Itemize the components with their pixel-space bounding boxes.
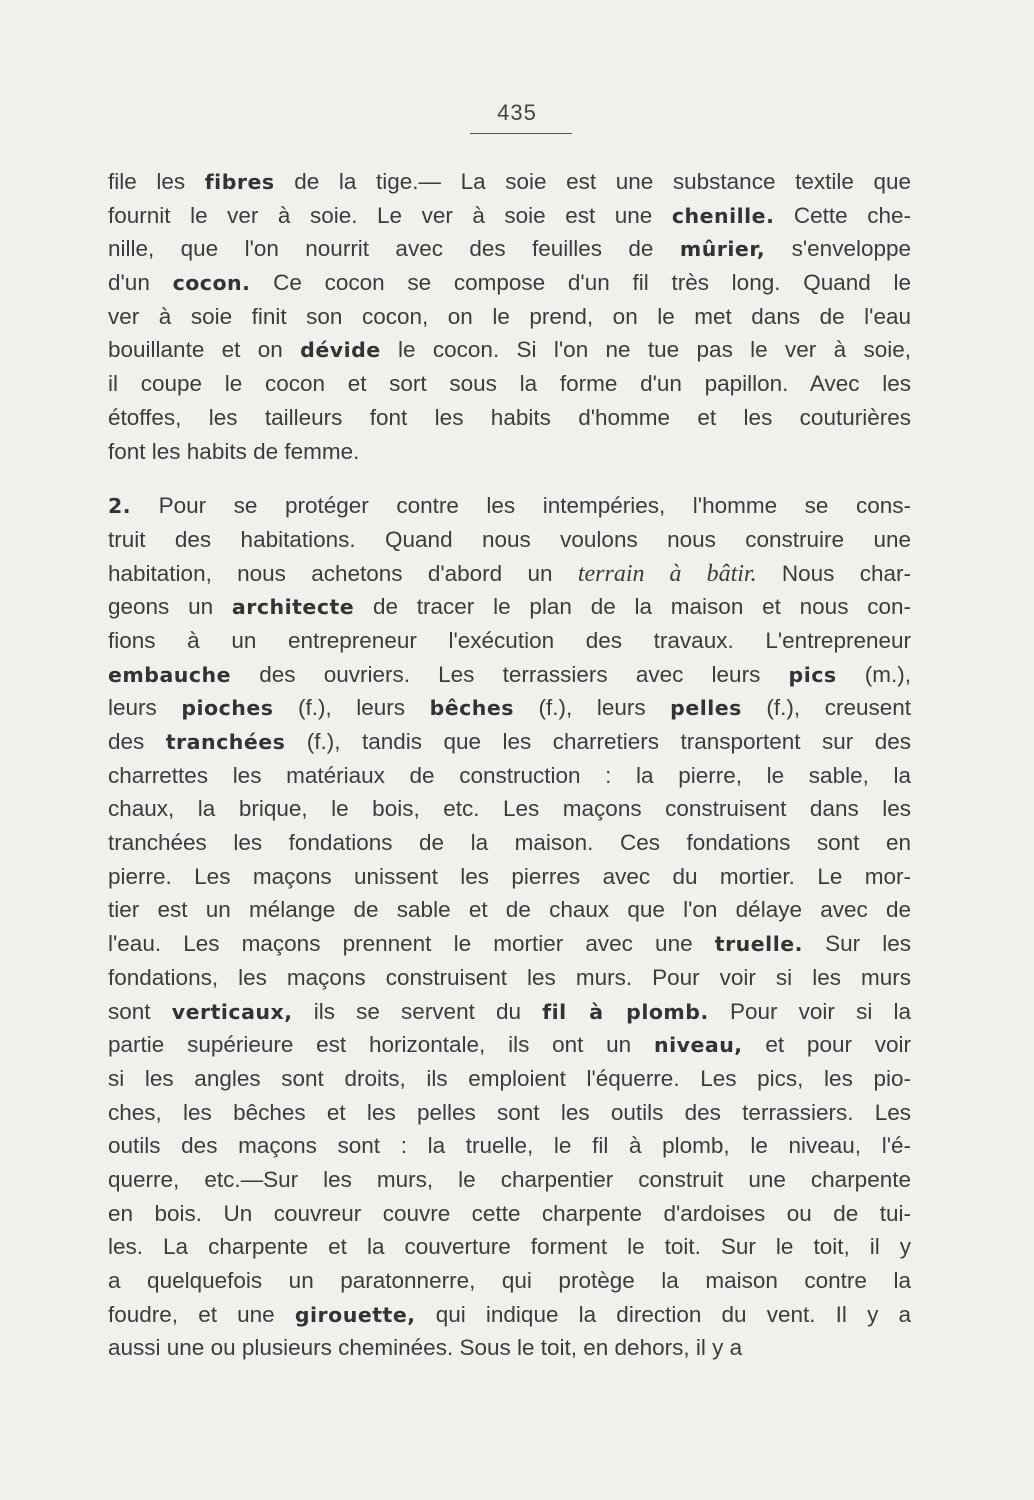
- text-run: outils des maçons sont : la truelle, le fil à plomb, le niveau, l'é-: [108, 1133, 911, 1159]
- text-line: [108, 961, 911, 995]
- text-run: querre, etc.—Sur les murs, le charpentier construit une charpente: [108, 1166, 911, 1192]
- text-run: geons un: [108, 594, 232, 620]
- text-line: [108, 1129, 911, 1163]
- text-run: fions à un entrepreneur l'exécution des travaux. L'entrepreneur: [108, 627, 911, 653]
- text-run: des: [108, 729, 166, 754]
- text-line: [108, 590, 911, 624]
- text-run: a quelquefois un paratonnerre, qui protège la maison contre la: [108, 1268, 911, 1293]
- text-run: truit des habitations. Quand nous voulons nous construire une: [108, 526, 911, 552]
- text-line: [108, 1331, 911, 1365]
- body-text: [108, 165, 911, 1365]
- bold-term: niveau,: [653, 1033, 743, 1058]
- text-line: [108, 266, 911, 300]
- text-run: ches, les bêches et les pelles sont les outils des terrassiers. Les: [108, 1099, 911, 1125]
- text-run: Nous char-: [756, 560, 911, 586]
- text-line: [108, 523, 911, 557]
- text-line: [108, 1197, 911, 1231]
- bold-term: girouette,: [294, 1302, 416, 1327]
- bold-term: 2.: [108, 494, 132, 519]
- text-run: bouillante et on: [108, 337, 301, 363]
- text-line: [108, 333, 911, 367]
- text-run: (m.),: [836, 661, 911, 687]
- text-run: en bois. Un couvreur couvre cette charpente d'ardoises ou de tui-: [108, 1200, 911, 1226]
- text-run: font les habits de femme.: [108, 438, 360, 464]
- text-line: [108, 658, 911, 692]
- text-run: (f.), tandis que les charretiers transportent sur des: [285, 729, 912, 754]
- text-run: sont: [108, 998, 172, 1024]
- text-run: aussi une ou plusieurs cheminées. Sous le toit, en dehors, il y a: [108, 1335, 743, 1361]
- text-line: [108, 367, 911, 401]
- text-run: de tracer le plan de la maison et nous con-: [354, 594, 911, 620]
- bold-term: pics: [788, 662, 837, 687]
- text-line: [108, 725, 911, 759]
- text-run: tranchées les fondations de la maison. Ces fondations sont en: [108, 830, 911, 856]
- bold-term: verticaux,: [171, 999, 293, 1024]
- text-run: d'un: [108, 270, 173, 296]
- text-run: qui indique la direction du vent. Il y a: [415, 1301, 912, 1327]
- text-run: si les angles sont droits, ils emploient l'équerre. Les pics, les pio-: [108, 1065, 911, 1091]
- text-line: [108, 401, 911, 435]
- text-run: (f.), leurs: [273, 695, 430, 721]
- text-run: habitation, nous achetons d'abord un: [108, 560, 578, 586]
- text-run: tier est un mélange de sable et de chaux que l'on délaye avec de: [108, 897, 911, 923]
- text-line: [108, 893, 911, 927]
- bold-term: cocon.: [172, 271, 251, 296]
- header-rule: [470, 133, 572, 134]
- bold-term: dévide: [300, 338, 381, 363]
- text-line: [108, 1028, 911, 1062]
- text-run: Pour voir si la: [708, 998, 912, 1024]
- text-run: les. La charpente et la couverture forment le toit. Sur le toit, il y: [108, 1234, 911, 1260]
- text-line: [108, 792, 911, 826]
- text-run: Sur les: [802, 931, 911, 957]
- paragraph-1: [108, 165, 911, 468]
- bold-term: chenille.: [671, 203, 775, 228]
- text-run: des ouvriers. Les terrassiers avec leurs: [231, 661, 789, 687]
- paragraph-2: [108, 489, 911, 1365]
- text-run: s'enveloppe: [765, 236, 912, 262]
- text-run: ils se servent du: [292, 998, 543, 1024]
- text-run: l'eau. Les maçons prennent le mortier avec une: [108, 931, 715, 957]
- text-line: [108, 624, 911, 658]
- text-run: (f.), leurs: [514, 695, 671, 721]
- text-run: file les: [108, 169, 205, 194]
- text-line: [108, 1298, 911, 1332]
- text-line: [108, 826, 911, 860]
- bold-term: mûrier,: [679, 237, 766, 262]
- text-run: Ce cocon se compose d'un fil très long. Quand le: [250, 270, 911, 296]
- page-number: 435: [497, 100, 537, 125]
- text-line: [108, 927, 911, 961]
- text-run: et pour voir: [742, 1032, 911, 1058]
- text-run: partie supérieure est horizontale, ils ont un: [108, 1032, 654, 1058]
- text-run: charrettes les matériaux de construction : la pierre, le sable, la: [108, 762, 911, 788]
- text-line: [108, 1264, 911, 1298]
- text-run: chaux, la brique, le bois, etc. Les maçons construisent dans les: [108, 796, 911, 822]
- text-run: pierre. Les maçons unissent les pierres avec du mortier. Le mor-: [108, 863, 911, 889]
- bold-term: architecte: [231, 595, 355, 620]
- text-run: il coupe le cocon et sort sous la forme d'un papillon. Avec les: [108, 371, 911, 397]
- bold-term: pioches: [181, 696, 274, 721]
- text-run: étoffes, les tailleurs font les habits d'homme et les couturières: [108, 404, 911, 430]
- bold-term: bêches: [429, 696, 515, 721]
- text-line: [108, 860, 911, 894]
- text-run: le cocon. Si l'on ne tue pas le ver à soie,: [380, 337, 911, 363]
- text-line: [108, 691, 911, 725]
- bold-term: tranchées: [165, 730, 286, 754]
- bold-term: fil à plomb.: [542, 999, 709, 1024]
- text-run: nille, que l'on nourrit avec des feuilles de: [108, 236, 680, 262]
- bold-term: pelles: [670, 696, 742, 721]
- text-line: [108, 489, 911, 523]
- text-line: [108, 557, 911, 591]
- text-run: foudre, et une: [108, 1301, 295, 1327]
- bold-term: truelle.: [714, 932, 803, 957]
- text-run: fournit le ver à soie. Le ver à soie est une: [108, 202, 672, 228]
- text-line: [108, 1163, 911, 1197]
- text-line: [108, 995, 911, 1029]
- text-run: fondations, les maçons construisent les murs. Pour voir si les murs: [108, 964, 911, 990]
- text-run: Pour se protéger contre les intempéries, l'homme se cons-: [131, 493, 911, 519]
- text-line: [108, 435, 911, 469]
- text-line: [108, 232, 911, 266]
- text-run: Cette che-: [774, 202, 911, 228]
- text-run: (f.), creusent: [741, 695, 911, 721]
- text-run: leurs: [108, 695, 182, 721]
- paragraph-gap: [108, 468, 911, 489]
- text-run: ver à soie finit son cocon, on le prend, on le met dans de l'eau: [108, 303, 911, 329]
- text-line: [108, 1062, 911, 1096]
- text-line: [108, 759, 911, 793]
- text-line: [108, 199, 911, 233]
- text-line: [108, 1096, 911, 1130]
- text-line: [108, 165, 911, 199]
- text-run: de la tige.— La soie est une substance textile que: [274, 169, 911, 194]
- text-line: [108, 1230, 911, 1264]
- bold-term: fibres: [204, 170, 275, 194]
- italic-term: terrain à bâtir.: [577, 560, 757, 587]
- text-line: [108, 300, 911, 334]
- bold-term: embauche: [108, 662, 232, 687]
